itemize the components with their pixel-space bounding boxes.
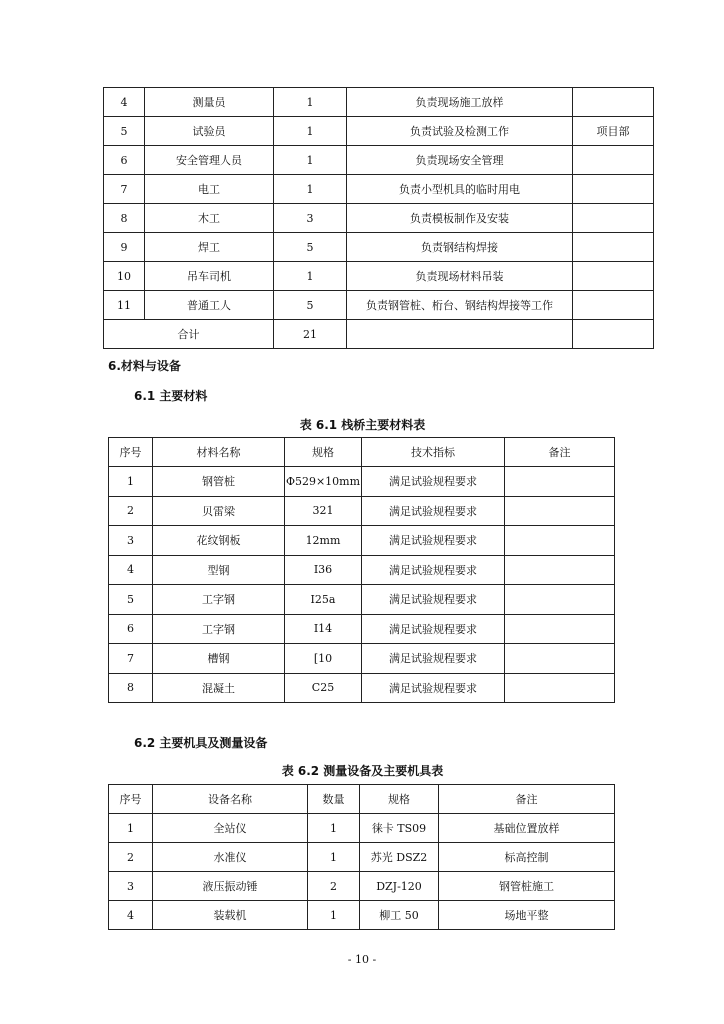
row-number: 2 xyxy=(109,496,153,526)
table-row xyxy=(104,233,654,262)
table-row xyxy=(104,88,654,117)
dept-cell xyxy=(573,88,654,117)
row-number: 8 xyxy=(109,673,153,703)
table-row xyxy=(109,644,615,674)
tech-cell: 满足试验规程要求 xyxy=(362,673,505,703)
material-name: 槽钢 xyxy=(153,644,285,674)
table-row xyxy=(104,146,654,175)
note-cell xyxy=(505,585,615,615)
count-cell: 1 xyxy=(274,146,347,175)
quantity-cell: 1 xyxy=(308,901,360,930)
material-name: 工字钢 xyxy=(153,614,285,644)
spec-cell: I25a xyxy=(285,585,362,615)
header-row xyxy=(109,438,615,467)
spec-cell: 苏光 DSZ2 xyxy=(360,843,439,872)
row-number: 3 xyxy=(109,526,153,556)
duty-cell: 负责模板制作及安装 xyxy=(347,204,573,233)
tech-cell: 满足试验规程要求 xyxy=(362,467,505,497)
count-cell: 1 xyxy=(274,175,347,204)
spec-cell: [10 xyxy=(285,644,362,674)
note-cell: 场地平整 xyxy=(439,901,615,930)
table-row xyxy=(109,467,615,497)
equipment-name: 全站仪 xyxy=(153,814,308,843)
section-6-heading: 6.材料与设备 xyxy=(108,359,181,373)
spec-cell: DZJ-120 xyxy=(360,872,439,901)
dept-cell xyxy=(573,175,654,204)
dept-cell xyxy=(573,204,654,233)
table-row xyxy=(109,585,615,615)
table-row xyxy=(109,496,615,526)
tech-cell: 满足试验规程要求 xyxy=(362,526,505,556)
row-number: 4 xyxy=(109,901,153,930)
material-name: 贝雷梁 xyxy=(153,496,285,526)
table-row xyxy=(109,901,615,930)
note-cell xyxy=(505,496,615,526)
spec-cell: 321 xyxy=(285,496,362,526)
table-row xyxy=(104,262,654,291)
row-number: 2 xyxy=(109,843,153,872)
empty-cell xyxy=(573,320,654,349)
materials-table xyxy=(108,437,615,703)
row-number: 4 xyxy=(109,555,153,585)
table-row xyxy=(104,117,654,146)
count-cell: 1 xyxy=(274,262,347,291)
empty-cell xyxy=(347,320,573,349)
spec-cell: Φ529×10mm xyxy=(285,467,362,497)
section-6-2-heading: 6.2 主要机具及测量设备 xyxy=(134,736,268,750)
note-cell xyxy=(505,673,615,703)
staff-table xyxy=(103,87,654,349)
row-number: 3 xyxy=(109,872,153,901)
spec-cell: I14 xyxy=(285,614,362,644)
table-row xyxy=(104,291,654,320)
column-header: 序号 xyxy=(109,785,153,814)
row-number: 6 xyxy=(109,614,153,644)
role-cell: 电工 xyxy=(145,175,274,204)
row-number: 6 xyxy=(104,146,145,175)
role-cell: 普通工人 xyxy=(145,291,274,320)
page-number: - 10 - xyxy=(347,953,377,966)
dept-cell: 项目部 xyxy=(573,117,654,146)
column-header: 规格 xyxy=(285,438,362,467)
column-header: 技术指标 xyxy=(362,438,505,467)
column-header: 序号 xyxy=(109,438,153,467)
row-number: 11 xyxy=(104,291,145,320)
table-row xyxy=(109,555,615,585)
material-name: 花纹钢板 xyxy=(153,526,285,556)
spec-cell: 12mm xyxy=(285,526,362,556)
equipment-name: 装载机 xyxy=(153,901,308,930)
role-cell: 试验员 xyxy=(145,117,274,146)
table-row xyxy=(109,814,615,843)
role-cell: 安全管理人员 xyxy=(145,146,274,175)
spec-cell: I36 xyxy=(285,555,362,585)
quantity-cell: 1 xyxy=(308,814,360,843)
row-number: 5 xyxy=(104,117,145,146)
dept-cell xyxy=(573,291,654,320)
tech-cell: 满足试验规程要求 xyxy=(362,496,505,526)
row-number: 8 xyxy=(104,204,145,233)
column-header: 设备名称 xyxy=(153,785,308,814)
column-header: 备注 xyxy=(439,785,615,814)
note-cell xyxy=(505,555,615,585)
count-cell: 1 xyxy=(274,88,347,117)
duty-cell: 负责小型机具的临时用电 xyxy=(347,175,573,204)
tech-cell: 满足试验规程要求 xyxy=(362,644,505,674)
role-cell: 测量员 xyxy=(145,88,274,117)
total-value: 21 xyxy=(274,320,347,349)
table-row xyxy=(109,872,615,901)
material-name: 型钢 xyxy=(153,555,285,585)
table-row xyxy=(109,673,615,703)
tech-cell: 满足试验规程要求 xyxy=(362,555,505,585)
row-number: 5 xyxy=(109,585,153,615)
table-row xyxy=(104,204,654,233)
material-name: 钢管桩 xyxy=(153,467,285,497)
tech-cell: 满足试验规程要求 xyxy=(362,585,505,615)
total-label: 合计 xyxy=(104,320,274,349)
note-cell xyxy=(505,644,615,674)
row-number: 9 xyxy=(104,233,145,262)
material-name: 工字钢 xyxy=(153,585,285,615)
equipment-name: 水准仪 xyxy=(153,843,308,872)
dept-cell xyxy=(573,233,654,262)
table-6-1-caption: 表 6.1 栈桥主要材料表 xyxy=(299,418,426,432)
duty-cell: 负责现场施工放样 xyxy=(347,88,573,117)
row-number: 4 xyxy=(104,88,145,117)
table-row xyxy=(109,614,615,644)
duty-cell: 负责现场材料吊装 xyxy=(347,262,573,291)
spec-cell: 徕卡 TS09 xyxy=(360,814,439,843)
note-cell xyxy=(505,467,615,497)
role-cell: 吊车司机 xyxy=(145,262,274,291)
column-header: 规格 xyxy=(360,785,439,814)
row-number: 10 xyxy=(104,262,145,291)
note-cell xyxy=(505,526,615,556)
count-cell: 5 xyxy=(274,233,347,262)
note-cell xyxy=(505,614,615,644)
column-header: 数量 xyxy=(308,785,360,814)
column-header: 材料名称 xyxy=(153,438,285,467)
duty-cell: 负责现场安全管理 xyxy=(347,146,573,175)
row-number: 7 xyxy=(104,175,145,204)
note-cell: 钢管桩施工 xyxy=(439,872,615,901)
quantity-cell: 1 xyxy=(308,843,360,872)
quantity-cell: 2 xyxy=(308,872,360,901)
row-number: 1 xyxy=(109,814,153,843)
row-number: 7 xyxy=(109,644,153,674)
column-header: 备注 xyxy=(505,438,615,467)
table-row xyxy=(109,526,615,556)
table-6-2-caption: 表 6.2 测量设备及主要机具表 xyxy=(281,764,444,778)
count-cell: 3 xyxy=(274,204,347,233)
table-row xyxy=(104,175,654,204)
material-name: 混凝土 xyxy=(153,673,285,703)
tech-cell: 满足试验规程要求 xyxy=(362,614,505,644)
role-cell: 木工 xyxy=(145,204,274,233)
duty-cell: 负责钢管桩、桁台、钢结构焊接等工作 xyxy=(347,291,573,320)
note-cell: 基础位置放样 xyxy=(439,814,615,843)
dept-cell xyxy=(573,262,654,291)
spec-cell: C25 xyxy=(285,673,362,703)
header-row xyxy=(109,785,615,814)
total-row xyxy=(104,320,654,349)
equipment-table xyxy=(108,784,615,930)
equipment-name: 液压振动锤 xyxy=(153,872,308,901)
role-cell: 焊工 xyxy=(145,233,274,262)
duty-cell: 负责试验及检测工作 xyxy=(347,117,573,146)
spec-cell: 柳工 50 xyxy=(360,901,439,930)
table-row xyxy=(109,843,615,872)
count-cell: 1 xyxy=(274,117,347,146)
section-6-1-heading: 6.1 主要材料 xyxy=(134,389,208,403)
duty-cell: 负责钢结构焊接 xyxy=(347,233,573,262)
row-number: 1 xyxy=(109,467,153,497)
count-cell: 5 xyxy=(274,291,347,320)
note-cell: 标高控制 xyxy=(439,843,615,872)
dept-cell xyxy=(573,146,654,175)
